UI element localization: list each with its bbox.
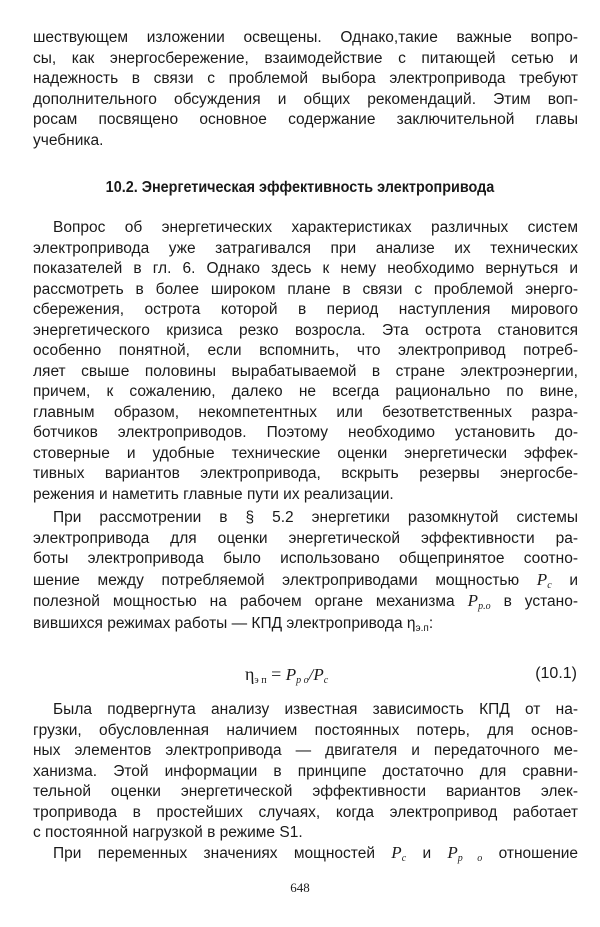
text-line: режения и наметить главные пути их реализации. — [33, 485, 394, 503]
text-line: надежность в связи с проблемой выбора электропривода требуют — [33, 70, 578, 87]
text-line: вившихся режимах работы — КПД электропривода $\eta_{э.п}$: — [33, 614, 434, 634]
paragraph-energy — [33, 218, 578, 505]
text-line: тивных вариантов электропривода, вскрыть резервы энергосбе- — [33, 465, 578, 482]
text-line: тропривода в простейших случаях, когда электропривод работает — [33, 803, 578, 821]
text-line: ных элементов электропривода — двигателя и передаточного ме- — [33, 742, 578, 759]
math-symbol: $P_с$ — [536, 569, 552, 591]
math-symbol: $P_{р.о}$ — [467, 591, 491, 612]
text-line: сы, как энергосбережение, взаимодействие с питающей сетью и — [33, 49, 578, 67]
text-line: стоверные и удобные технические оценки энергетически эффек- — [33, 444, 578, 462]
paragraph-intro — [33, 28, 578, 151]
text-line: с постоянной нагрузкой в режиме S1. — [33, 824, 303, 841]
paragraph-efficiency — [33, 508, 578, 634]
equation-number: (10.1) — [535, 665, 577, 682]
text-line: электропривода уже затрагивался при анализе их технических — [33, 239, 578, 257]
text-line: При переменных значениях мощностей $P_с$ и $P_{р о}$ отношение — [53, 842, 579, 864]
page-number: 648 — [290, 880, 310, 895]
text-line: полезной мощностью на рабочем органе механизма $P_{р.о}$ в устано- — [33, 591, 578, 612]
section-heading: 10.2. Энергетическая эффективность электропривода — [105, 179, 495, 196]
text-line: учебника. — [33, 131, 104, 149]
text-line: сбережения, острота которой в период наступления мирового — [33, 301, 578, 318]
paragraph-analysis — [33, 700, 578, 864]
equation-10-1 — [0, 662, 600, 686]
text-line: ханизма. Этой информации в принципе достаточно для сравни- — [33, 762, 578, 780]
text-line: росам посвящено основное содержание заключительной главы — [33, 111, 578, 128]
text-line: Вопрос об энергетических характеристиках различных систем — [53, 219, 578, 236]
text-line: рассмотреть в более широком плане в связи с проблемой энерго- — [33, 280, 578, 298]
equation-body: $\eta_{э п} = P_{р о}/P_с$ — [245, 664, 329, 686]
text-line: При рассмотрении в § 5.2 энергетики разомкнутой системы — [53, 509, 578, 526]
text-line: шение между потребляемой электроприводами мощностью $P_с$ и — [33, 569, 578, 591]
text-line: электропривода для оценки энергетической эффективности ра- — [33, 529, 578, 547]
text-line: ляет свыше половины вырабатываемой в стране электроэнергии, — [33, 362, 578, 380]
text-line: Была подвергнута анализу известная зависимость КПД от на- — [53, 701, 578, 718]
text-line: главным образом, некомпетентных или безответственных разра- — [33, 403, 578, 421]
text-line: ботчиков электроприводов. Поэтому необходимо установить до- — [33, 424, 578, 441]
text-line: тельной оценки энергетической эффективности вариантов элек- — [33, 783, 578, 800]
text-line: шествующем изложении освещены. Однако,такие важные вопро- — [33, 29, 578, 46]
math-symbol: $\eta_{э.п}$ — [406, 614, 429, 634]
text-line: боты электропривода было использовано общепринятое соотно- — [33, 550, 578, 567]
text-line: особенно понятной, если вспомнить, что электропривод потреб- — [33, 342, 578, 359]
text-line: дополнительного обсуждения и общих рекомендаций. Этим воп- — [33, 90, 578, 108]
text-line: энергетического кризиса резко возросла. Эта острота становится — [33, 321, 578, 339]
text-line: грузки, обусловленная наличием постоянных потерь, для основ- — [33, 721, 578, 739]
text-line: показателей в гл. 6. Однако здесь к нему необходимо вернуться и — [33, 260, 578, 277]
text-line: причем, к сожалению, далеко не всегда рационально по вине, — [33, 383, 578, 400]
